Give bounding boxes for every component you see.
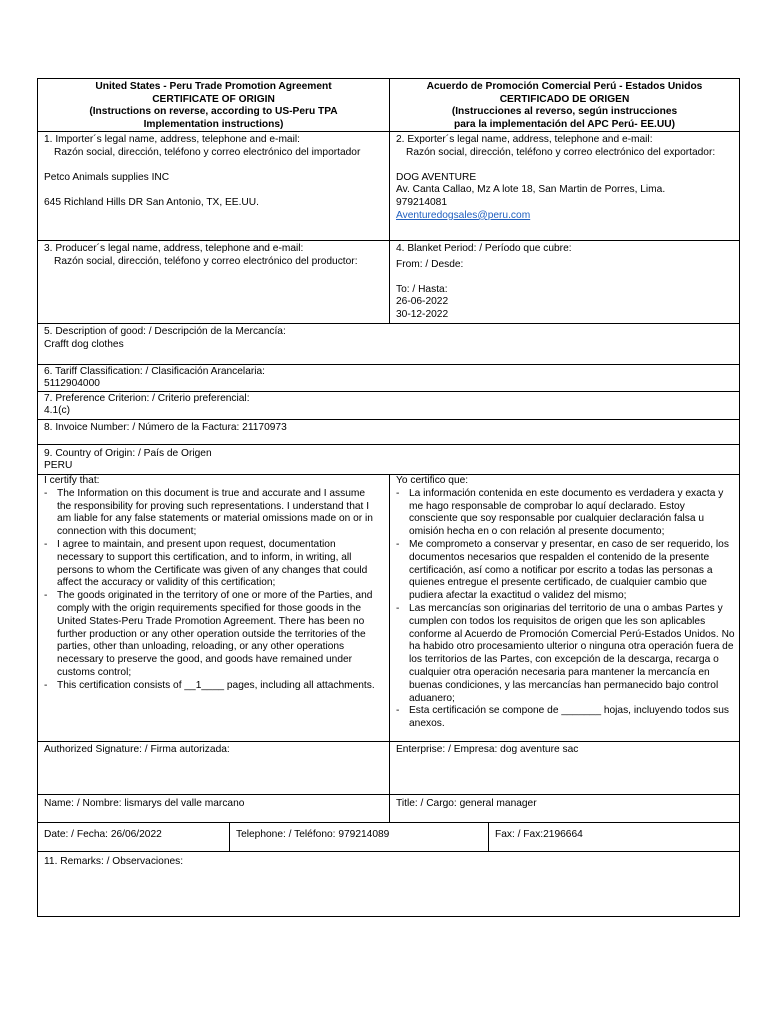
exporter-email-link[interactable]: Aventuredogsales@peru.com — [396, 209, 531, 221]
tariff-section — [38, 365, 739, 391]
blanket-period-section — [390, 241, 739, 323]
importer-address: 645 Richland Hills DR San Antonio, TX, EE.UU. — [44, 196, 259, 208]
from-label: From: / Desde: — [396, 258, 464, 270]
to-label: To: / Hasta: — [396, 283, 448, 295]
importer-label-es: Razón social, dirección, teléfono y correo electrónico del importador — [54, 146, 361, 158]
producer-section — [38, 241, 389, 323]
header-es — [390, 79, 739, 131]
certify-title-en: I certify that: — [44, 475, 100, 486]
title-label: Title: / Cargo: general manager — [396, 798, 537, 809]
importer-section — [38, 132, 389, 240]
description-label: 5. Description of good: / Descripción de la Mercancía: — [44, 326, 286, 337]
instructions-en-2: Implementation instructions) — [143, 118, 284, 130]
certify-statement-3-en: The goods originated in the territory of one or more of the Parties, and comply with the origin requirements specified for those goods in the United States-Peru Trade Promotion Agreement. There has been no further production or any other operation outside the territories of the parties, other than unloading, reloading, or any other operations necessary to preserve the good, and goods have remained under customs control; — [57, 590, 373, 678]
agreement-title-es: Acuerdo de Promoción Comercial Perú - Estados Unidos — [426, 81, 703, 92]
certify-statement-1-es: La información contenida en este documento es verdadera y exacta y me hago responsable de comprobar lo aquí declarado. Estoy consciente que soy responsable por cualquier declaración falsa u omisión hecha en o con relación al presente documento; — [409, 487, 724, 538]
origin-value: PERU — [44, 460, 73, 471]
certify-statement-3-es: Las mercancías son originarias del territorio de una o ambas Partes y cumplen con todos los requisitos de origen que les son aplicables conforme al Acuerdo de Promoción Comercial Perú-Estados Unidos. No ha habido otro procesamiento ulterior o ninguna otra operación fuera de los territorios de las Partes, con excepción de la descarga, recarga o cualquier otra operación necesaria para mantener la mercancía en buenas condiciones, y las mercancías han permanecido bajo control aduanero; — [409, 602, 735, 704]
date-field — [38, 823, 229, 851]
certify-title-es: Yo certifico que: — [396, 475, 469, 486]
certificate-form — [37, 78, 740, 917]
certify-statement-4-es: Esta certificación se compone de _______ hojas, incluyendo todos sus anexos. — [409, 705, 729, 730]
exporter-address: Av. Canta Callao, Mz A lote 18, San Martin de Porres, Lima. — [396, 184, 666, 196]
origin-section — [38, 445, 739, 474]
description-section — [38, 324, 739, 364]
certification-es: Yo certifico que: - La información contenida en este documento es verdadera y exacta y me hago responsable de comprobar lo aquí declarado. Estoy consciente que soy responsable por cualquier declaración falsa u omisión hecha en o con relación al presente documento; - Me comprometo a conservar y presentar, en caso de ser requerido, los documentos necesarios que respalden el contenido de la presente certificación, así como a notificar por escrito a todas las personas a quienes entregue el presente certificado, de cualquier cambio que pudiera afectar la exactitud o validez del mismo; - Las mercancías son originarias del territorio de una o ambas Partes y cumplen con todos los requisitos de origen que les son aplicables conforme al Acuerdo de Promoción Comercial Perú-Estados Unidos. No ha habido otro procesamiento ulterior o ninguna otra operación fuera de los territorios de las Partes, con excepción de la descarga, recarga o cualquier otra operación necesaria para mantener la mercancía en buenas condiciones, y las mercancías han permanecido bajo control aduanero; - Esta certificación se compone de _______ hojas, incluyendo todos sus anexos. — [396, 475, 735, 730]
invoice-section — [38, 420, 739, 444]
fax-field — [489, 823, 739, 851]
description-value: Crafft dog clothes — [44, 338, 124, 350]
invoice-label: 8. Invoice Number: / Número de la Factura: 21170973 — [44, 422, 287, 433]
tariff-label: 6. Tariff Classification: / Clasificación Arancelaria: — [44, 366, 266, 377]
certify-statement-2-es: Me comprometo a conservar y presentar, en caso de ser requerido, los documentos necesarios que respalden el contenido de la presente certificación, así como a notificar por escrito a todas las personas a quienes entregue el presente certificado, de cualquier cambio que pudiera afectar la exactitud o validez del mismo; — [409, 538, 729, 602]
importer-name: Petco Animals supplies INC — [44, 171, 170, 183]
exporter-phone: 979214081 — [396, 196, 447, 208]
certificate-title-es: CERTIFICADO DE ORIGEN — [499, 93, 630, 105]
instructions-en: (Instructions on reverse, according to US-Peru TPA — [89, 106, 338, 118]
certificate-title-en: CERTIFICATE OF ORIGIN — [152, 93, 275, 105]
signature-field[interactable] — [38, 742, 389, 794]
origin-label: 9. Country of Origin: / País de Origen — [44, 448, 212, 459]
certify-statement-1-en: The Information on this document is true and accurate and I assume the responsibility for proving such representations. I understand that I am liable for any false statements or material omissions made on or in connection with this document; — [57, 487, 373, 538]
certify-statement-4-en: This certification consists of __1____ pages, including all attachments. — [57, 679, 375, 691]
preference-value: 4.1(c) — [44, 405, 71, 416]
agreement-title-en: United States - Peru Trade Promotion Agreement — [95, 81, 332, 92]
exporter-label-es: Razón social, dirección, teléfono y correo electrónico del exportador: — [406, 146, 716, 158]
header-en — [38, 79, 389, 131]
enterprise-label: Enterprise: / Empresa: dog aventure sac — [396, 744, 579, 755]
signature-label: Authorized Signature: / Firma autorizada: — [44, 744, 230, 755]
instructions-es-2: para la implementación del APC Perú- EE.UU) — [454, 118, 675, 130]
certify-statement-2-en: I agree to maintain, and present upon request, documentation necessary to support this certification, and to inform, in writing, all persons to whom the Certificate was given of any changes that could affect the accuracy or validity of this certification; — [57, 538, 368, 589]
producer-label: 3. Producer´s legal name, address, telephone and e-mail: — [44, 243, 304, 254]
instructions-es: (Instrucciones al reverso, según instrucciones — [451, 106, 678, 118]
date-label: Date: / Fecha: 26/06/2022 — [44, 829, 162, 840]
exporter-name: DOG AVENTURE — [396, 171, 477, 183]
telephone-label: Telephone: / Teléfono: 979214089 — [236, 829, 390, 840]
exporter-label: 2. Exporter´s legal name, address, telephone and e-mail: — [396, 134, 653, 145]
blanket-period-label: 4. Blanket Period: / Período que cubre: — [396, 243, 572, 254]
title-field — [390, 795, 739, 822]
fax-label: Fax: / Fax:2196664 — [495, 829, 583, 840]
period-date-start: 26-06-2022 — [396, 296, 449, 308]
preference-label: 7. Preference Criterion: / Criterio preferencial: — [44, 393, 250, 404]
remarks-label: 11. Remarks: / Observaciones: — [44, 856, 184, 867]
remarks-section — [38, 852, 739, 916]
exporter-section — [390, 132, 739, 240]
period-date-end: 30-12-2022 — [396, 308, 449, 320]
name-field — [38, 795, 389, 822]
tariff-value: 5112904000 — [44, 378, 100, 389]
telephone-field — [230, 823, 488, 851]
certification-en: I certify that: - The Information on this document is true and accurate and I assume the responsibility for proving such representations. I understand that I am liable for any false statements or material omissions made on or in connection with this document; - I agree to maintain, and present upon request, documentation necessary to support this certification, and to inform, in writing, all persons to whom the Certificate was given of any changes that could affect the accuracy or validity of this certification; - The goods originated in the territory of one or more of the Parties, and comply with the origin requirements specified for those goods in the United States-Peru Trade Promotion Agreement. There has been no further production or any other operation outside the territories of the parties, other than unloading, reloading, or any other operations necessary to preserve the good, and goods have remained under customs control; - This certification consists of __1____ pages, including all attachments. — [38, 475, 389, 741]
importer-label: 1. Importer´s legal name, address, telephone and e-mail: — [44, 134, 300, 145]
name-label: Name: / Nombre: lismarys del valle marcano — [44, 798, 245, 809]
producer-label-es: Razón social, dirección, teléfono y correo electrónico del productor: — [54, 255, 358, 267]
enterprise-field — [390, 742, 739, 794]
preference-section — [38, 392, 739, 419]
